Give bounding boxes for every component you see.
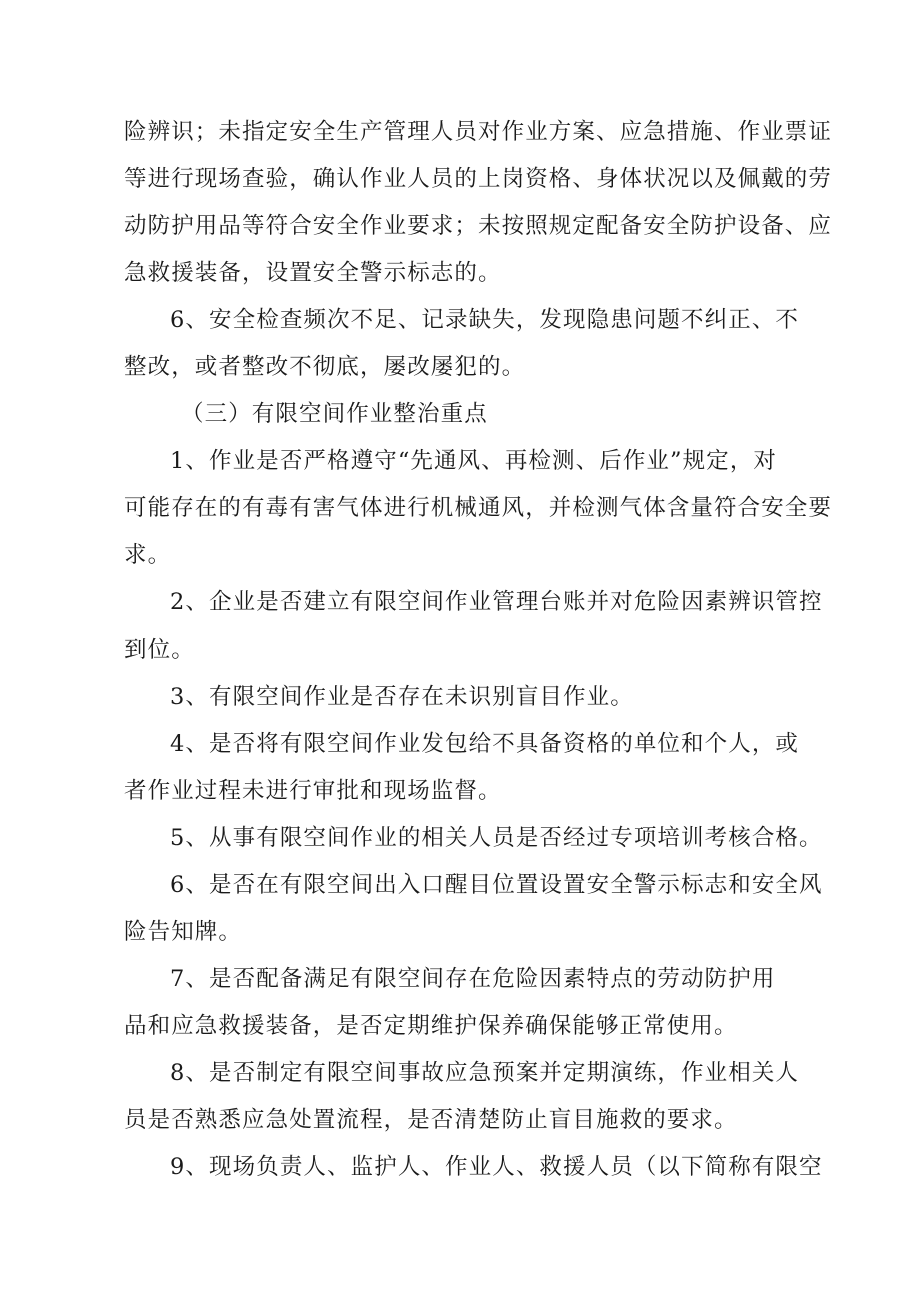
text-line: 品和应急救援装备，是否定期维护保养确保能够正常使用。 (124, 1013, 738, 1039)
list-item-text: 8、是否制定有限空间事故应急预案并定期演练，作业相关人 (170, 1060, 800, 1086)
text-line: 员是否熟悉应急处置流程，是否清楚防止盲目施救的要求。 (124, 1107, 738, 1133)
list-item-text: 1、作业是否严格遵守“先通风、再检测、后作业”规定，对 (170, 448, 778, 474)
text-line: 等进行现场查验，确认作业人员的上岗资格、身体状况以及佩戴的劳 (124, 166, 833, 192)
list-item-text: 2、企业是否建立有限空间作业管理台账并对危险因素辨识管控 (170, 589, 823, 615)
text-line: 者作业过程未进行审批和现场监督。 (124, 778, 502, 804)
list-item-text: 6、是否在有限空间出入口醒目位置设置安全警示标志和安全风 (170, 872, 823, 898)
list-item-text: 6、安全检查频次不足、记录缺失，发现隐患问题不纠正、不 (170, 307, 800, 333)
text-line: 可能存在的有毒有害气体进行机械通风，并检测气体含量符合安全要 (124, 495, 833, 521)
list-item-text: 5、从事有限空间作业的相关人员是否经过专项培训考核合格。 (170, 825, 823, 851)
section-heading: （三）有限空间作业整治重点 (181, 401, 488, 427)
text-line: 求。 (124, 542, 172, 568)
text-line: 整改，或者整改不彻底，屡改屡犯的。 (124, 354, 526, 380)
text-line: 险辨识；未指定安全生产管理人员对作业方案、应急措施、作业票证 (124, 119, 833, 145)
list-item-text: 7、是否配备满足有限空间存在危险因素特点的劳动防护用 (170, 966, 776, 992)
list-item-text: 9、现场负责人、监护人、作业人、救援人员（以下简称有限空 (170, 1154, 823, 1180)
text-line: 险告知牌。 (124, 919, 243, 945)
text-line: 急救援装备，设置安全警示标志的。 (124, 260, 502, 286)
list-item-text: 3、有限空间作业是否存在未识别盲目作业。 (170, 684, 634, 710)
text-line: 动防护用品等符合安全作业要求；未按照规定配备安全防护设备、应 (124, 213, 833, 239)
text-line: 到位。 (124, 637, 195, 663)
list-item-text: 4、是否将有限空间作业发包给不具备资格的单位和个人，或 (170, 731, 800, 757)
